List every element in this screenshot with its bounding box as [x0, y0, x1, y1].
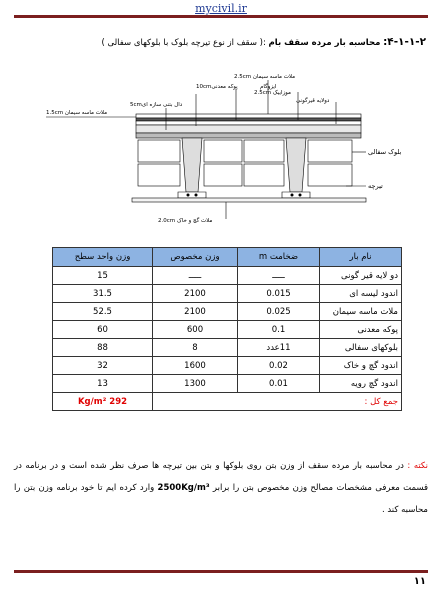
- cell-thickness: 0.015: [238, 285, 320, 303]
- table-row: [53, 303, 402, 321]
- cell-thickness: 0.025: [238, 303, 320, 321]
- cell-name: اندود گچ رویه: [320, 375, 402, 393]
- cell-name: بلوکهای سفالی: [320, 339, 402, 357]
- cell-unit-weight: 1600: [153, 357, 238, 375]
- section-number: ۴-۱-۱-۲:: [383, 36, 426, 48]
- table-header-row: [53, 248, 402, 267]
- label-mortar-left: ملات ماسه سیمان 1.5cm: [46, 110, 108, 116]
- cell-unit-weight: 600: [153, 321, 238, 339]
- cell-thickness: 0.02: [238, 357, 320, 375]
- cell-name: اندود گچ و خاک: [320, 357, 402, 375]
- bottom-divider: [14, 570, 428, 573]
- note-label: نکته :: [407, 461, 428, 471]
- cell-unit-weight: 2100: [153, 303, 238, 321]
- roof-section-figure: [46, 74, 402, 234]
- label-concrete-slab: دال بتنی سازه ای5cm: [130, 102, 183, 108]
- total-label: جمع کل :: [153, 393, 402, 411]
- label-isogam: ایزوگام: [260, 84, 277, 90]
- label-plaster: ملات گچ و خاک 2.0cm: [158, 218, 213, 224]
- cell-name: ملات ماسه سیمان: [320, 303, 402, 321]
- cell-unit-weight: 1300: [153, 375, 238, 393]
- cell-area-weight: 31.5: [53, 285, 153, 303]
- table-row: [53, 267, 402, 285]
- table-row: [53, 339, 402, 357]
- note-text-2: وارد کرده ایم تا خود برنامه وزن بتن را محاسبه کند .: [14, 483, 428, 515]
- section-subtitle: :( سقف از نوع تیرچه بلوک با بلوکهای سفالی ): [101, 38, 266, 48]
- header-load-name: نام بار: [320, 248, 402, 267]
- roof-section-drawing: [46, 74, 402, 234]
- table-total-row: [53, 393, 402, 411]
- label-pumice: پوکه معدنی10cm: [196, 84, 238, 90]
- table-row: [53, 285, 402, 303]
- cell-thickness: 0.01: [238, 375, 320, 393]
- label-mosaic: موزاییک 2.5cm: [254, 90, 291, 96]
- cell-thickness: ـــــ: [238, 267, 320, 285]
- table-row: [53, 357, 402, 375]
- label-joist: تیرچه: [368, 182, 383, 190]
- cell-area-weight: 88: [53, 339, 153, 357]
- cell-area-weight: 60: [53, 321, 153, 339]
- table-row: [53, 321, 402, 339]
- site-header-link[interactable]: mycivil.ir: [195, 2, 247, 15]
- section-heading: [14, 36, 426, 49]
- label-bitumen: دولایه قیرگونی: [296, 98, 330, 104]
- header-thickness: ضخامت m: [238, 248, 320, 267]
- page-number: ۱۱: [413, 576, 426, 587]
- top-divider: [14, 15, 428, 18]
- note-text-1: در محاسبه بار مرده سقف از وزن بتن روی بلوکها و بتن بین تیرچه ها صرف نظر شده است و در برنامه در قسمت معرفی مشخصات مصالح وزن مخصوص بتن را برابر: [14, 461, 429, 493]
- label-mortar-top: ملات ماسه سیمان 2.5cm: [234, 74, 296, 80]
- dead-load-table: [52, 247, 402, 411]
- header-unit-weight: وزن مخصوص: [153, 248, 238, 267]
- cell-area-weight: 52.5: [53, 303, 153, 321]
- label-ceramic-block: بلوک سفالی: [368, 148, 402, 156]
- cell-unit-weight: ـــــ: [153, 267, 238, 285]
- cell-area-weight: 32: [53, 357, 153, 375]
- table-row: [53, 375, 402, 393]
- note-paragraph: [14, 455, 428, 521]
- total-value: 292 Kg/m²: [53, 393, 153, 411]
- section-title: محاسبه بار مرده سقف بام: [268, 38, 381, 48]
- header-area-weight: وزن واحد سطح: [53, 248, 153, 267]
- cell-area-weight: 15: [53, 267, 153, 285]
- cell-unit-weight: 8: [153, 339, 238, 357]
- cell-thickness: 11عدد: [238, 339, 320, 357]
- cell-area-weight: 13: [53, 375, 153, 393]
- cell-name: دو لایه قیر گونی: [320, 267, 402, 285]
- cell-thickness: 0.1: [238, 321, 320, 339]
- cell-unit-weight: 2100: [153, 285, 238, 303]
- cell-name: اندود لیسه ای: [320, 285, 402, 303]
- note-value: 2500Kg/m³: [157, 483, 210, 493]
- cell-name: پوکه معدنی: [320, 321, 402, 339]
